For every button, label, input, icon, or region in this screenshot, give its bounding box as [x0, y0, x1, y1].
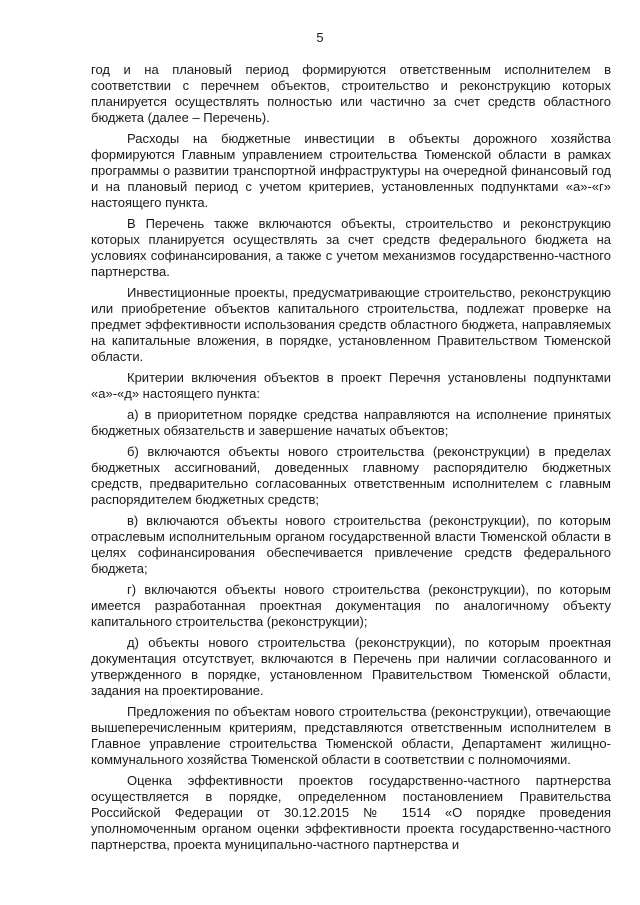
list-item-a: а) в приоритетном порядке средства направляются на исполнение принятых бюджетных обязательств и завершение начатых объектов; — [91, 407, 611, 438]
list-item-v: в) включаются объекты нового строительства (реконструкции), по которым отраслевым исполнительным органом государственной власти Тюменской области в целях софинансирования обеспечивается привлечение средств федерального бюджета; — [91, 513, 611, 577]
paragraph-ppp-evaluation: Оценка эффективности проектов государственно-частного партнерства осуществляется в порядке, определенном постановлением Правительства Российской Федерации от 30.12.2015 № 1514 «О порядке проведения уполномоченным органом оценки эффективности проекта государственно-частного партнерства, проекта муниципально-частного партнерства и — [91, 773, 611, 853]
paragraph-3: В Перечень также включаются объекты, строительство и реконструкцию которых планируется осуществлять за счет средств федерального бюджета на условиях софинансирования, а также с учетом механизмов государственно-частного партнерства. — [91, 215, 611, 279]
paragraph-2: Расходы на бюджетные инвестиции в объекты дорожного хозяйства формируются Главным управлением строительства Тюменской области в рамках программы о развитии транспортной инфраструктуры на очередной финансовый год и на плановый период с учетом критериев, установленных подпунктами «а»-«г» настоящего пункта. — [91, 131, 611, 210]
list-item-g: г) включаются объекты нового строительства (реконструкции), по которым имеется разработанная проектная документация по аналогичному объекту капитального строительства (реконструкции); — [91, 582, 611, 630]
list-item-b: б) включаются объекты нового строительства (реконструкции) в пределах бюджетных ассигнований, доведенных главному распорядителю бюджетных средств, предварительно согласованных ответственным исполнителем с главным распорядителем бюджетных средств; — [91, 444, 611, 507]
paragraph-4: Инвестиционные проекты, предусматривающие строительство, реконструкцию или приобретение объектов капитального строительства, подлежат проверке на предмет эффективности использования средств областного бюджета, направляемых на капитальные вложения, в порядке, установленном Правительством Тюменской области. — [91, 284, 611, 364]
paragraph-proposals: Предложения по объектам нового строительства (реконструкции), отвечающие вышеперечисленным критериям, представляются ответственным исполнителем в Главное управление строительства Тюменской области, Департамент жилищно-коммунального хозяйства Тюменской области в соответствии с полномочиями. — [91, 704, 611, 768]
list-item-d: д) объекты нового строительства (реконструкции), по которым проектная документация отсутствует, включаются в Перечень при наличии согласованного и утвержденного в порядке, установленном Правительством Тюменской области, задания на проектирование. — [91, 635, 611, 699]
document-body — [91, 62, 611, 858]
page-number: 5 — [316, 30, 324, 45]
paragraph-5: Критерии включения объектов в проект Перечня установлены подпунктами «а»-«д» настоящего пункта: — [91, 369, 611, 401]
paragraph-1: год и на плановый период формируются ответственным исполнителем в соответствии с перечнем объектов, строительство и реконструкцию которых планируется осуществлять полностью или частично за счет средств областного бюджета (далее – Перечень). — [91, 62, 611, 125]
